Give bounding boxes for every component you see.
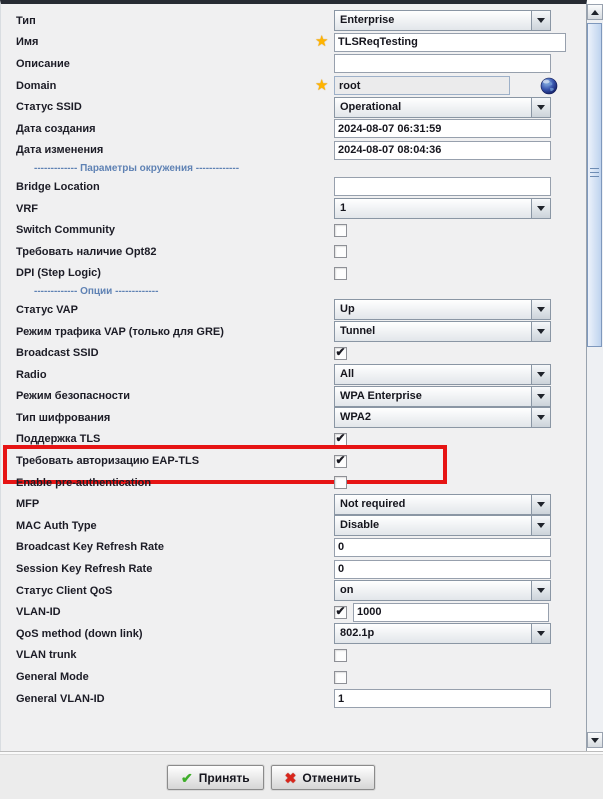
dropdown-value: Enterprise — [340, 14, 395, 27]
chevron-down-icon — [537, 588, 545, 593]
field-label: Дата изменения — [16, 144, 104, 157]
text-input[interactable] — [334, 141, 551, 160]
field-control — [334, 177, 551, 196]
chevron-down-icon — [537, 372, 545, 377]
field-control — [334, 515, 551, 536]
chevron-down-icon — [537, 523, 545, 528]
chevron-down-icon — [537, 18, 545, 23]
field-label: DPI (Step Logic) — [16, 267, 101, 280]
section-divider-label: ------------- Параметры окружения ------------- — [34, 163, 240, 175]
section-divider — [1, 284, 586, 299]
checkbox-unchecked[interactable] — [334, 224, 347, 237]
field-control — [334, 347, 551, 360]
chevron-down-icon — [537, 631, 545, 636]
checkbox-unchecked[interactable] — [334, 476, 347, 489]
field-label: MFP — [16, 498, 40, 511]
dropdown-arrow-button[interactable] — [531, 624, 550, 643]
field-control — [334, 560, 551, 579]
form-row — [1, 515, 586, 537]
form-row — [1, 198, 586, 220]
form-row — [1, 493, 586, 515]
field-control — [334, 580, 551, 601]
dropdown-value: Disable — [340, 519, 380, 532]
field-control — [334, 538, 551, 557]
check-icon: ✔ — [335, 431, 346, 446]
dropdown-select[interactable] — [334, 321, 551, 342]
field-label: QoS method (down link) — [16, 627, 143, 640]
section-divider — [1, 161, 586, 176]
check-icon: ✔ — [335, 345, 346, 360]
field-label: Session Key Refresh Rate — [16, 563, 153, 576]
dropdown-arrow-button[interactable] — [531, 387, 550, 406]
field-control — [334, 141, 551, 160]
form-row — [1, 219, 586, 241]
dropdown-value: All — [340, 368, 355, 381]
form-row — [1, 263, 586, 285]
check-icon: ✔ — [181, 769, 193, 786]
vertical-scrollbar[interactable] — [587, 4, 603, 748]
chevron-down-icon — [537, 415, 545, 420]
form-row — [1, 472, 586, 494]
field-label: Тип шифрования — [16, 411, 111, 424]
cancel-button-label: Отменить — [302, 770, 361, 785]
field-label: General Mode — [16, 671, 89, 684]
checkbox-checked[interactable] — [334, 455, 347, 468]
checkbox-unchecked[interactable] — [334, 649, 347, 662]
scroll-up-button[interactable] — [587, 4, 603, 20]
globe-icon[interactable] — [540, 77, 558, 95]
form-row — [1, 10, 586, 32]
field-control — [334, 623, 551, 644]
form-row — [1, 364, 586, 386]
chevron-down-icon — [537, 394, 545, 399]
button-panel — [0, 755, 603, 799]
field-control — [334, 10, 551, 31]
required-star-icon: ★ — [315, 76, 329, 94]
field-label: Broadcast SSID — [16, 347, 99, 360]
dropdown-arrow-button[interactable] — [531, 581, 550, 600]
dropdown-value: Operational — [340, 100, 402, 113]
field-control — [334, 119, 551, 138]
field-control — [334, 97, 551, 118]
field-label: Тип — [16, 14, 36, 27]
field-label: Radio — [16, 368, 47, 381]
text-input[interactable] — [334, 560, 551, 579]
form-row — [1, 176, 586, 198]
text-input[interactable] — [334, 119, 551, 138]
form-rows — [1, 4, 586, 709]
form-row — [1, 558, 586, 580]
field-label: Domain — [16, 79, 57, 92]
scrollbar-thumb[interactable] — [587, 23, 602, 347]
form-row — [1, 580, 586, 602]
form-row — [1, 53, 586, 75]
text-input[interactable] — [334, 177, 551, 196]
field-control — [334, 455, 551, 468]
field-label: Дата создания — [16, 122, 96, 135]
form-row — [1, 666, 586, 688]
field-label: Enable pre-authentication — [16, 476, 152, 489]
form-row — [1, 645, 586, 667]
dropdown-select[interactable] — [334, 580, 551, 601]
field-label: Статус VAP — [16, 303, 78, 316]
field-control — [334, 364, 551, 385]
checkbox-checked[interactable] — [334, 433, 347, 446]
thumb-grip-icon — [590, 168, 599, 177]
dropdown-arrow-button[interactable] — [531, 11, 550, 30]
arrow-up-icon — [591, 10, 599, 15]
checkbox-unchecked[interactable] — [334, 267, 347, 280]
form-row — [1, 299, 586, 321]
field-control — [334, 299, 551, 320]
field-label: Bridge Location — [16, 180, 100, 193]
dropdown-select[interactable] — [334, 10, 551, 31]
form-row — [1, 407, 586, 429]
field-control — [334, 33, 566, 52]
dropdown-value: on — [340, 584, 354, 597]
dropdown-select[interactable] — [334, 299, 551, 320]
dropdown-value: Not required — [340, 497, 406, 510]
field-control — [334, 407, 551, 428]
field-control — [334, 603, 551, 622]
dropdown-arrow-button[interactable] — [531, 365, 550, 384]
dropdown-select[interactable] — [334, 198, 551, 219]
chevron-down-icon — [537, 502, 545, 507]
text-input[interactable] — [334, 538, 551, 557]
field-label: VLAN trunk — [16, 649, 77, 662]
field-label: VLAN-ID — [16, 606, 61, 619]
dropdown-select[interactable] — [334, 407, 551, 428]
dropdown-value: 802.1p — [340, 627, 375, 640]
dropdown-select[interactable] — [334, 494, 551, 515]
field-control — [334, 689, 551, 708]
field-label: MAC Auth Type — [16, 519, 97, 532]
field-control — [334, 267, 551, 280]
section-divider-label: ------------- Опции ------------- — [34, 286, 159, 298]
domain-value-field: root — [334, 76, 510, 95]
field-label: Поддержка TLS — [16, 433, 101, 446]
arrow-down-icon — [591, 738, 599, 743]
dropdown-select[interactable] — [334, 515, 551, 536]
chevron-down-icon — [537, 307, 545, 312]
form-row-highlighted — [1, 450, 586, 472]
field-control — [334, 54, 551, 73]
check-icon: ✔ — [335, 453, 346, 468]
required-star-icon: ★ — [315, 33, 329, 51]
action-buttons — [167, 765, 375, 790]
form-row — [1, 32, 586, 54]
chevron-down-icon — [537, 206, 545, 211]
field-label: Режим трафика VAP (только для GRE) — [16, 325, 224, 338]
dropdown-value: WPA2 — [340, 411, 371, 424]
form-row — [1, 321, 586, 343]
required-marker-slot — [316, 35, 334, 49]
dropdown-select[interactable] — [334, 364, 551, 385]
dropdown-value: Tunnel — [340, 325, 376, 338]
field-label: Switch Community — [16, 224, 116, 237]
field-control — [334, 649, 551, 662]
form-row — [1, 96, 586, 118]
field-control — [334, 433, 551, 446]
field-control — [334, 198, 551, 219]
dropdown-arrow-button[interactable] — [531, 516, 550, 535]
field-label: Требовать авторизацию EAP-TLS — [16, 455, 200, 468]
x-icon: ✖ — [284, 769, 297, 786]
field-label: Требовать наличие Opt82 — [16, 245, 157, 258]
dropdown-value: 1 — [340, 202, 347, 215]
check-icon: ✔ — [335, 604, 346, 619]
form-row — [1, 537, 586, 559]
form-row — [1, 342, 586, 364]
field-control — [334, 386, 551, 407]
accept-button[interactable] — [167, 765, 264, 790]
required-marker-slot — [315, 76, 334, 94]
form-row — [1, 601, 586, 623]
accept-button-label: Принять — [198, 770, 250, 785]
field-label: Описание — [16, 57, 70, 70]
field-control — [334, 671, 551, 684]
form-row — [1, 140, 586, 162]
form-row — [1, 429, 586, 451]
field-control — [334, 476, 551, 489]
dropdown-arrow-button[interactable] — [531, 408, 550, 427]
field-label: General VLAN-ID — [16, 692, 105, 705]
checkbox-unchecked[interactable] — [334, 671, 347, 684]
dropdown-arrow-button[interactable] — [531, 300, 550, 319]
field-label: Broadcast Key Refresh Rate — [16, 541, 164, 554]
dropdown-arrow-button[interactable] — [531, 98, 550, 117]
dropdown-arrow-button[interactable] — [531, 199, 550, 218]
dropdown-value: WPA Enterprise — [340, 389, 422, 402]
dropdown-select[interactable] — [334, 97, 551, 118]
form-row — [1, 688, 586, 710]
field-label: Статус Client QoS — [16, 584, 113, 597]
field-control — [334, 76, 558, 95]
form-row — [1, 241, 586, 263]
form-row — [1, 623, 586, 645]
cancel-button[interactable] — [271, 765, 375, 790]
field-label: Статус SSID — [16, 101, 82, 114]
form-row — [1, 118, 586, 140]
form-row — [1, 75, 586, 97]
dropdown-arrow-button[interactable] — [531, 322, 550, 341]
field-control — [334, 321, 551, 342]
checkbox-checked[interactable] — [334, 606, 347, 619]
field-label: Имя — [16, 36, 39, 49]
dropdown-arrow-button[interactable] — [531, 495, 550, 514]
form-row — [1, 386, 586, 408]
chevron-down-icon — [537, 329, 545, 334]
checkbox-checked[interactable] — [334, 347, 347, 360]
field-control — [334, 494, 551, 515]
field-control — [334, 224, 551, 237]
scroll-down-button[interactable] — [587, 732, 603, 748]
vlan-id-input[interactable] — [353, 603, 549, 622]
text-input[interactable] — [334, 33, 566, 52]
chevron-down-icon — [537, 105, 545, 110]
text-input[interactable] — [334, 689, 551, 708]
dropdown-value: Up — [340, 303, 355, 316]
dropdown-select[interactable] — [334, 386, 551, 407]
text-input[interactable] — [334, 54, 551, 73]
field-control — [334, 245, 551, 258]
dropdown-select[interactable] — [334, 623, 551, 644]
checkbox-unchecked[interactable] — [334, 245, 347, 258]
field-label: VRF — [16, 202, 38, 215]
field-label: Режим безопасности — [16, 390, 130, 403]
